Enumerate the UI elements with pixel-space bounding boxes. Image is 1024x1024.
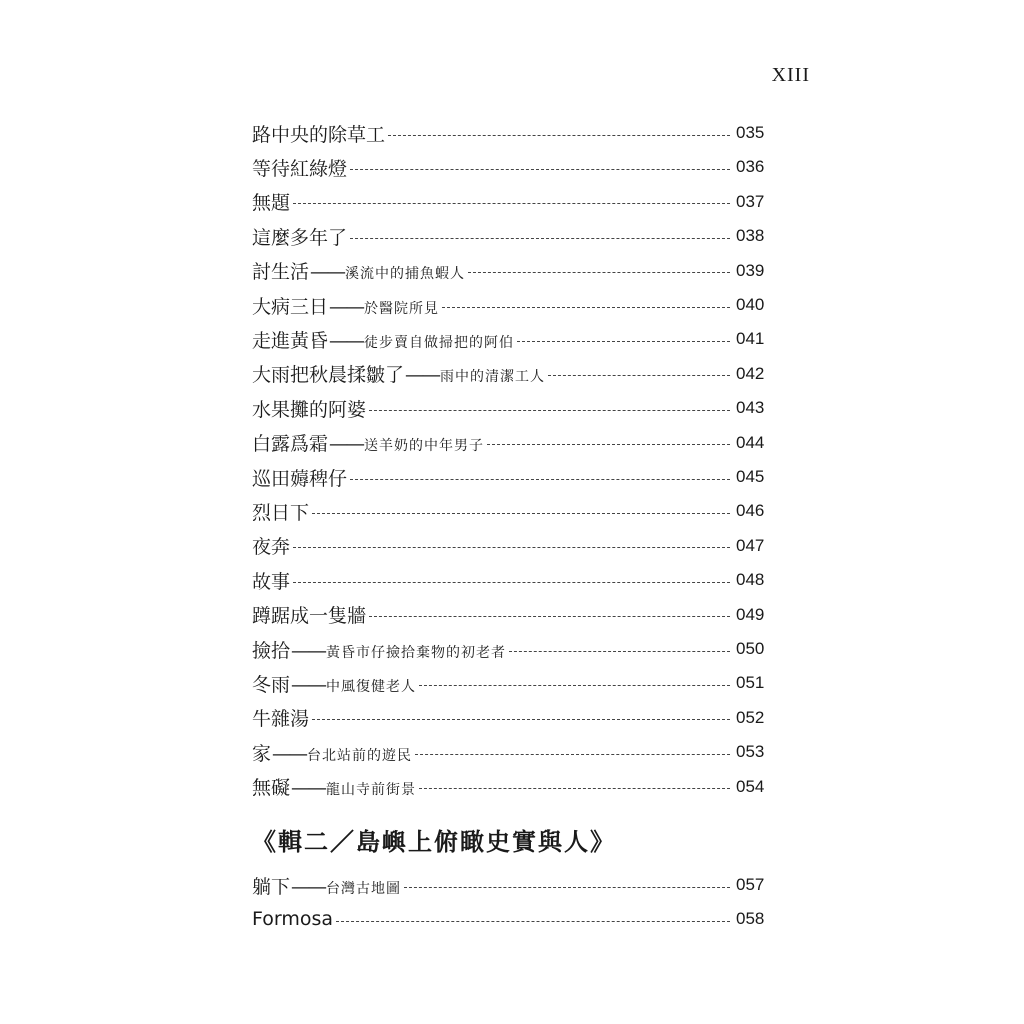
entry-title <box>252 120 385 147</box>
entry-title <box>252 360 545 387</box>
entry-main-title: 故事 <box>252 570 291 593</box>
entry-separator: —— <box>291 777 326 800</box>
entry-page-number: 045 <box>736 467 765 486</box>
dot-leader <box>415 754 730 755</box>
entry-main-title: 巡田薅稗仔 <box>252 467 348 490</box>
toc-entry <box>252 359 772 389</box>
entry-page-number: 043 <box>736 398 765 418</box>
entry-main-title: 夜奔 <box>252 536 291 559</box>
dot-leader <box>293 582 730 583</box>
entry-title <box>252 670 416 697</box>
entry-title <box>252 326 514 353</box>
entry-subtitle: 送羊奶的中年男子 <box>364 438 485 455</box>
toc-entry <box>252 118 772 148</box>
entry-main-title: 撿拾 <box>252 639 291 662</box>
toc-entry <box>252 703 772 733</box>
dot-leader <box>419 788 730 789</box>
toc-entry <box>252 531 772 561</box>
entry-page-number: 036 <box>736 157 765 177</box>
entry-main-title: 討生活 <box>252 261 310 284</box>
toc-entry <box>252 290 772 320</box>
entry-separator: —— <box>291 673 326 696</box>
entry-main-title: 無礙 <box>252 777 291 800</box>
entry-main-title: 這麼多年了 <box>252 226 348 249</box>
entry-title <box>252 223 347 250</box>
dot-leader <box>517 341 730 342</box>
dot-leader <box>312 513 730 514</box>
entry-title <box>252 498 309 525</box>
entry-page-number: 046 <box>736 501 765 521</box>
dot-leader <box>487 444 730 445</box>
entry-page-number: 042 <box>736 363 765 383</box>
entry-title <box>252 739 412 766</box>
entry-separator: —— <box>329 295 364 318</box>
dot-leader <box>312 719 730 720</box>
entry-title <box>252 395 366 422</box>
entry-main-title: 大病三日 <box>252 295 329 318</box>
entry-main-title: 蹲踞成一隻牆 <box>252 605 367 628</box>
toc-entry <box>252 428 772 458</box>
dot-leader <box>293 547 730 548</box>
entry-title <box>252 154 347 181</box>
toc-entry <box>252 668 772 698</box>
dot-leader <box>388 135 730 136</box>
entry-separator: —— <box>329 329 364 352</box>
dot-leader <box>404 887 730 888</box>
entry-page-number: 053 <box>736 742 765 762</box>
dot-leader <box>419 685 730 686</box>
entry-title <box>252 532 290 559</box>
entry-subtitle: 於醫院所見 <box>364 300 440 317</box>
entry-separator: —— <box>310 261 345 284</box>
entry-page-number: 040 <box>736 295 765 314</box>
toc-entry <box>252 600 772 630</box>
dot-leader <box>336 921 730 922</box>
dot-leader <box>369 410 730 411</box>
page-number: XIII <box>771 64 810 86</box>
toc-entry <box>252 256 772 286</box>
toc-entry <box>252 772 772 802</box>
entry-page-number: 048 <box>736 570 765 590</box>
entry-main-title: 走進黃昏 <box>252 329 329 352</box>
toc-entry <box>252 393 772 423</box>
dot-leader <box>442 307 730 308</box>
entry-main-title: 無題 <box>252 192 291 215</box>
entry-subtitle: 徒步賣自做掃把的阿伯 <box>364 334 515 351</box>
entry-title <box>252 188 290 215</box>
entry-subtitle: 黃昏市仔撿拾棄物的初老者 <box>326 644 507 661</box>
entry-title <box>252 773 416 800</box>
dot-leader <box>548 375 730 376</box>
entry-page-number: 051 <box>736 673 765 693</box>
entry-subtitle: 台北站前的遊民 <box>307 747 413 764</box>
toc-entry <box>252 496 772 526</box>
entry-subtitle: 溪流中的捕魚蝦人 <box>345 266 466 283</box>
dot-leader <box>350 169 730 170</box>
dot-leader <box>369 616 730 617</box>
entry-page-number: 044 <box>736 432 765 452</box>
entry-title <box>252 704 309 731</box>
entry-separator: —— <box>272 742 307 765</box>
entry-main-title: 等待紅綠燈 <box>252 157 348 180</box>
entry-main-title: 白露爲霜 <box>252 433 329 456</box>
entry-page-number: 049 <box>736 604 765 624</box>
entry-title <box>252 908 333 930</box>
toc-entry <box>252 634 772 664</box>
entry-main-title: 水果攤的阿婆 <box>252 398 367 421</box>
entry-main-title: Formosa <box>252 908 334 931</box>
entry-main-title: 大雨把秋晨揉皺了 <box>252 364 405 387</box>
entry-page-number: 052 <box>736 707 765 727</box>
dot-leader <box>468 272 730 273</box>
toc-entry <box>252 565 772 595</box>
entry-page-number: 038 <box>736 226 765 246</box>
entry-page-number: 050 <box>736 639 765 658</box>
toc-entry <box>252 737 772 767</box>
entry-title <box>252 601 366 628</box>
entry-separator: —— <box>291 875 326 898</box>
toc-entry <box>252 870 772 900</box>
entry-page-number: 041 <box>736 329 765 349</box>
entry-page-number: 037 <box>736 191 765 211</box>
toc-entry <box>252 221 772 251</box>
entry-title <box>252 257 465 284</box>
entry-main-title: 家 <box>252 742 272 765</box>
dot-leader <box>293 203 730 204</box>
entry-main-title: 路中央的除草工 <box>252 123 386 146</box>
toc-entry <box>252 904 772 934</box>
entry-title <box>252 636 506 663</box>
entry-subtitle: 龍山寺前街景 <box>326 782 417 799</box>
entry-main-title: 躺下 <box>252 875 291 898</box>
dot-leader <box>350 238 730 239</box>
entry-subtitle: 中風復健老人 <box>326 678 417 695</box>
entry-separator: —— <box>291 639 326 662</box>
entry-page-number: 039 <box>736 260 765 280</box>
toc-entry <box>252 152 772 182</box>
entry-subtitle: 雨中的清潔工人 <box>440 369 546 386</box>
section-heading: 《輯二／島嶼上俯瞰史實與人》 <box>252 828 616 856</box>
entry-title <box>252 567 290 594</box>
entry-page-number: 047 <box>736 535 765 555</box>
toc-entry <box>252 324 772 354</box>
entry-page-number: 054 <box>736 776 765 796</box>
entry-main-title: 冬雨 <box>252 673 291 696</box>
dot-leader <box>509 651 730 652</box>
entry-main-title: 牛雜湯 <box>252 708 310 731</box>
dot-leader <box>350 479 730 480</box>
toc-entry <box>252 462 772 492</box>
entry-page-number: 057 <box>736 875 765 894</box>
entry-title <box>252 292 439 319</box>
entry-page-number: 058 <box>736 909 765 929</box>
entry-separator: —— <box>405 364 440 387</box>
entry-title <box>252 429 484 456</box>
entry-subtitle: 台灣古地圖 <box>326 880 402 897</box>
entry-separator: —— <box>329 433 364 456</box>
entry-title <box>252 464 347 491</box>
toc-entry <box>252 187 772 217</box>
entry-page-number: 035 <box>736 123 765 142</box>
entry-main-title: 烈日下 <box>252 501 310 524</box>
entry-title <box>252 872 401 899</box>
